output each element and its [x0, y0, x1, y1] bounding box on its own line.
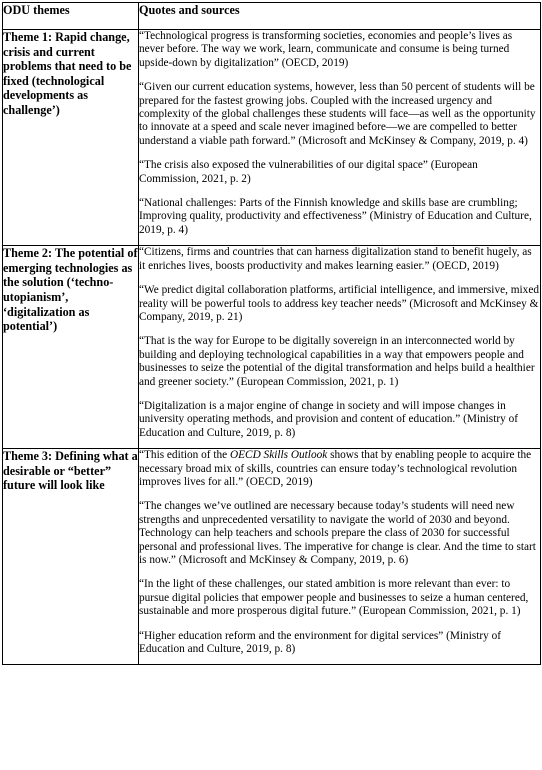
- odu-themes-table: [2, 2, 541, 665]
- quote: “We predict digital collaboration platforms, artificial intelligence, and immersive, mixed reality will be powerful tools to address key teacher needs” (Microsoft and McKinsey & Company, 2019, p. 21): [139, 284, 539, 323]
- quote-text: “This edition of the: [139, 449, 230, 462]
- quote: “In the light of these challenges, our stated ambition is more relevant than ever: to pursue digital policies that empower people and businesses to seize a human centered, sustainable and more prosperous digital future.” (European Commission, 2021, p. 1): [139, 578, 529, 618]
- quote: “The changes we’ve outlined are necessary because today’s students will need new strengths and unprecedented versatility to navigate the world of 2030 and beyond. Technology can help teachers and schools prepare the class of 2030 for successful personal and professional lives. The imperative for change is clear. And the time to start is now.” (Microsoft and McKinsey & Company, 2019, p. 6): [139, 500, 536, 566]
- quote: “The crisis also exposed the vulnerabilities of our digital space” (European Commission, 2021, p. 2): [139, 159, 478, 185]
- quote: “Digitalization is a major engine of change in society and will impose changes in university operating methods, and provision and content of education.” (Ministry of Education and Culture, 2019, p. 8): [139, 399, 518, 439]
- column-header-quotes-and-sources: Quotes and sources: [139, 3, 541, 30]
- table-row-theme-2: [3, 246, 541, 449]
- theme-3-cell: Theme 3: Defining what a desirable or “better” future will look like: [3, 449, 139, 665]
- quote: “Higher education reform and the environment for digital services” (Ministry of Education and Culture, 2019, p. 8): [139, 629, 502, 656]
- quote: “Technological progress is transforming societies, economies and people’s lives as never before. The way we work, learn, communicate and consume is being turned upside-down by digitalization” (OECD, 2019): [139, 30, 513, 69]
- publication-title: OECD Skills Outlook: [229, 449, 328, 462]
- quote-text: shows that by enabling people to acquire the necessary broad mix of skills, countries can ensure today’s technological revolution improves lives for all.” (OECD, 2019): [139, 449, 532, 488]
- theme-2-quotes-cell: [139, 246, 541, 449]
- table-header-row: [3, 3, 541, 30]
- quote: “Citizens, firms and countries that can harness digitalization stand to benefit hugely, as it enriches lives, boosts productivity and makes learning easier.” (OECD, 2019): [139, 246, 532, 272]
- theme-2-cell: Theme 2: The potential of emerging technologies as the solution (‘techno-utopianism’, ‘digitalization as potential’): [3, 246, 139, 449]
- table-row-theme-1: [3, 30, 541, 246]
- theme-1-quotes-cell: [139, 30, 541, 246]
- table-row-theme-3: [3, 449, 541, 665]
- column-header-odu-themes: ODU themes: [3, 3, 139, 30]
- quote: [139, 449, 540, 489]
- quote: “That is the way for Europe to be digitally sovereign in an interconnected world by building and deploying technological capabilities in a way that empowers people and businesses to seize the potential of the digital transformation and helps build a healthier and greener society.” (European Commission, 2021, p. 1): [139, 335, 535, 388]
- quote: “Given our current education systems, however, less than 50 percent of students will be prepared for the fastest growing jobs. Coupled with the increased urgency and complexity of the global challenges these students will face—as well as the opportunity to innovate at a speed and scale never imagined before—we are compelled to better understand a viable path forward.” (Microsoft and McKinsey & Company, 2019, p. 4): [139, 81, 536, 147]
- quote: “National challenges: Parts of the Finnish knowledge and skills base are crumbling; Improving quality, productivity and effectiveness” (Ministry of Education and Culture, 2019, p. 4): [139, 197, 532, 236]
- theme-3-quotes-cell: [139, 449, 541, 665]
- theme-1-cell: Theme 1: Rapid change, crisis and current problems that need to be fixed (technological developments as challenge’): [3, 30, 139, 246]
